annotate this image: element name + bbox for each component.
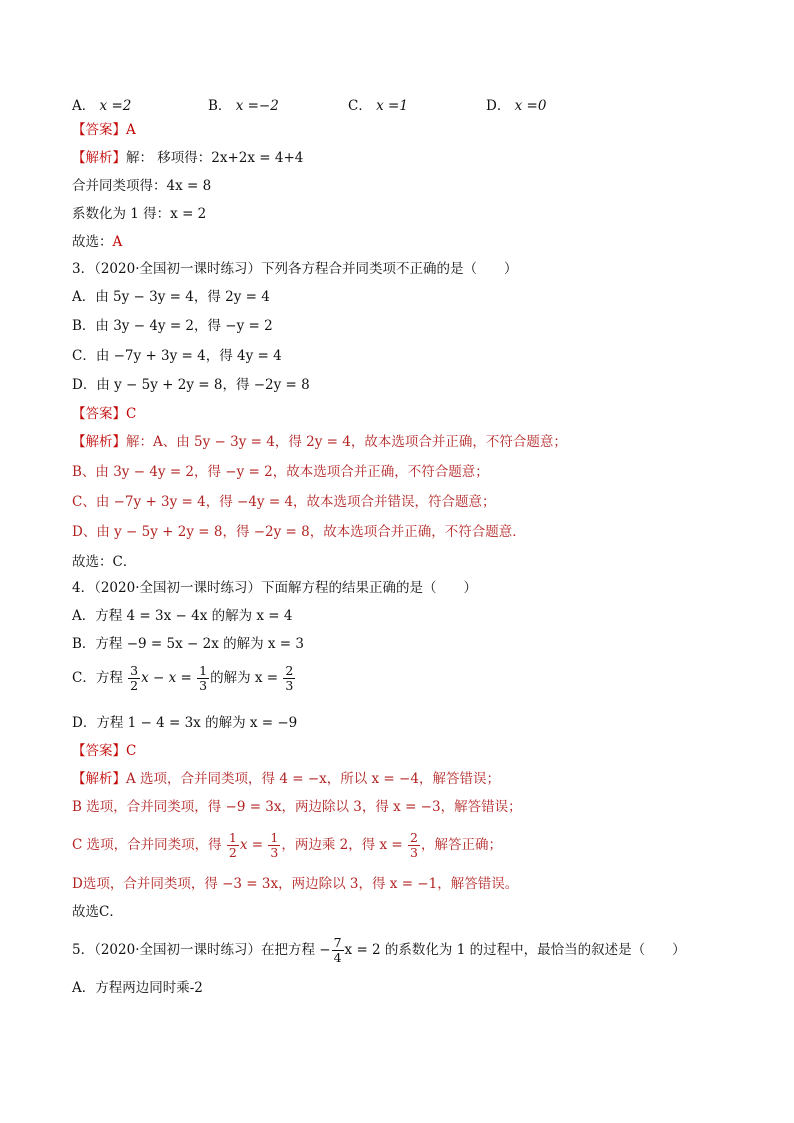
option-label: D． (486, 98, 511, 114)
fraction: $\frac{2}{3}$ (285, 663, 294, 693)
q2-analysis-line-2: 合并同类项得：4x = 8 (72, 178, 212, 194)
answer-tag: 【答案】 (72, 743, 126, 759)
q2-answer (72, 120, 136, 140)
option-value: x =−2 (235, 98, 279, 114)
fraction: $\frac{1}{3}$ (199, 663, 208, 693)
analysis-text: 解： 移项得：2x+2x = 4+4 (126, 150, 304, 166)
option-label: A． (72, 98, 96, 114)
expression: ，两边乘 2，得 x = (281, 837, 403, 853)
q2-conclusion (72, 232, 122, 252)
conclusion-prefix: 故选： (72, 234, 113, 250)
expression: 的解为 x = (210, 670, 279, 686)
expression: x − x = (141, 670, 192, 686)
q4-analysis-line-2: B 选项，合并同类项，得 −9 = 3x，两边除以 3，得 x = −3，解答错误； (72, 799, 522, 815)
answer-tag: 【答案】 (72, 122, 126, 138)
q3-conclusion: 故选：C． (72, 554, 137, 570)
fraction: $\frac{2}{3}$ (410, 830, 418, 860)
option-b (208, 94, 279, 114)
q4-analysis-line-4: D选项，合并同类项，得 −3 = 3x，两边除以 3，得 x = −1，解答错误。 (72, 876, 519, 892)
answer-tag: 【答案】 (72, 406, 126, 422)
fraction: $\frac{1}{3}$ (270, 830, 279, 860)
answer-value: C (126, 406, 137, 422)
analysis-tag: 【解析】 (72, 771, 126, 787)
q3-analysis-line-4: D、由 y − 5y + 2y = 8，得 −2y = 8，故本选项合并正确，不符合题意． (72, 524, 526, 540)
analysis-prefix: C 选项，合并同类项，得 (72, 837, 222, 853)
q4-analysis-line-3 (72, 829, 502, 861)
q4-option-d: D．方程 1 − 4 = 3x 的解为 x = −9 (72, 715, 298, 731)
stem-suffix: x = 2 的系数化为 1 的过程中，最恰当的叙述是（ ） (344, 942, 686, 958)
q4-option-a: A．方程 4 = 3x − 4x 的解为 x = 4 (72, 608, 293, 624)
q3-analysis-line-3: C、由 −7y + 3y = 4，得 −4y = 4，故本选项合并错误，符合题意； (72, 494, 496, 510)
q3-option-c: C．由 −7y + 3y = 4，得 4y = 4 (72, 348, 282, 364)
option-c (348, 94, 408, 114)
q3-answer (72, 404, 136, 424)
option-value: x =0 (514, 98, 547, 114)
fraction: $\frac{3}{2}$ (130, 663, 139, 693)
q3-analysis-line-2: B、由 3y − 4y = 2，得 −y = 2，故本选项合并正确，不符合题意； (72, 464, 489, 480)
option-label: B． (208, 98, 232, 114)
analysis-tag: 【解析】 (72, 150, 126, 166)
analysis-tag: 【解析】 (72, 434, 126, 450)
analysis-text: A 选项，合并同类项，得 4 = −x，所以 x = −4，解答错误； (126, 771, 500, 787)
expression: x = (239, 837, 264, 853)
answer-value: C (126, 743, 137, 759)
q4-stem: 4．（2020·全国初一课时练习）下面解方程的结果正确的是（ ） (72, 580, 477, 596)
q4-answer (72, 741, 136, 761)
q4-option-b: B．方程 −9 = 5x − 2x 的解为 x = 3 (72, 636, 304, 652)
option-c-prefix: C．方程 (72, 670, 123, 686)
q3-analysis-line-1 (72, 432, 567, 452)
q5-stem (72, 934, 686, 966)
q3-option-b: B．由 3y − 4y = 2，得 −y = 2 (72, 318, 273, 334)
q2-analysis-line-3: 系数化为 1 得：x = 2 (72, 206, 207, 222)
fraction: $\frac{1}{2}$ (228, 830, 237, 860)
option-a (72, 94, 131, 114)
option-value: x =1 (376, 98, 408, 114)
q5-option-a: A．方程两边同时乘-2 (72, 980, 203, 996)
q2-analysis-line-1 (72, 148, 303, 168)
q3-stem: 3．（2020·全国初一课时练习）下列各方程合并同类项不正确的是（ ） (72, 261, 518, 277)
q3-option-d: D．由 y − 5y + 2y = 8，得 −2y = 8 (72, 377, 310, 393)
analysis-suffix: ，解答正确； (420, 837, 502, 853)
stem-prefix: 5．（2020·全国初一课时练习）在把方程 − (72, 942, 331, 958)
q4-analysis-line-1 (72, 769, 500, 789)
q3-option-a: A．由 5y − 3y = 4，得 2y = 4 (72, 289, 270, 305)
option-d (486, 94, 546, 114)
option-value: x =2 (99, 98, 132, 114)
q4-conclusion: 故选C． (72, 904, 123, 920)
option-label: C． (348, 98, 372, 114)
q4-option-c (72, 662, 296, 694)
analysis-text: 解：A、由 5y − 3y = 4，得 2y = 4，故本选项合并正确，不符合题意； (126, 434, 567, 450)
conclusion-answer: A (112, 234, 123, 250)
answer-value: A (126, 122, 136, 138)
fraction: $\frac{7}{4}$ (333, 935, 342, 965)
